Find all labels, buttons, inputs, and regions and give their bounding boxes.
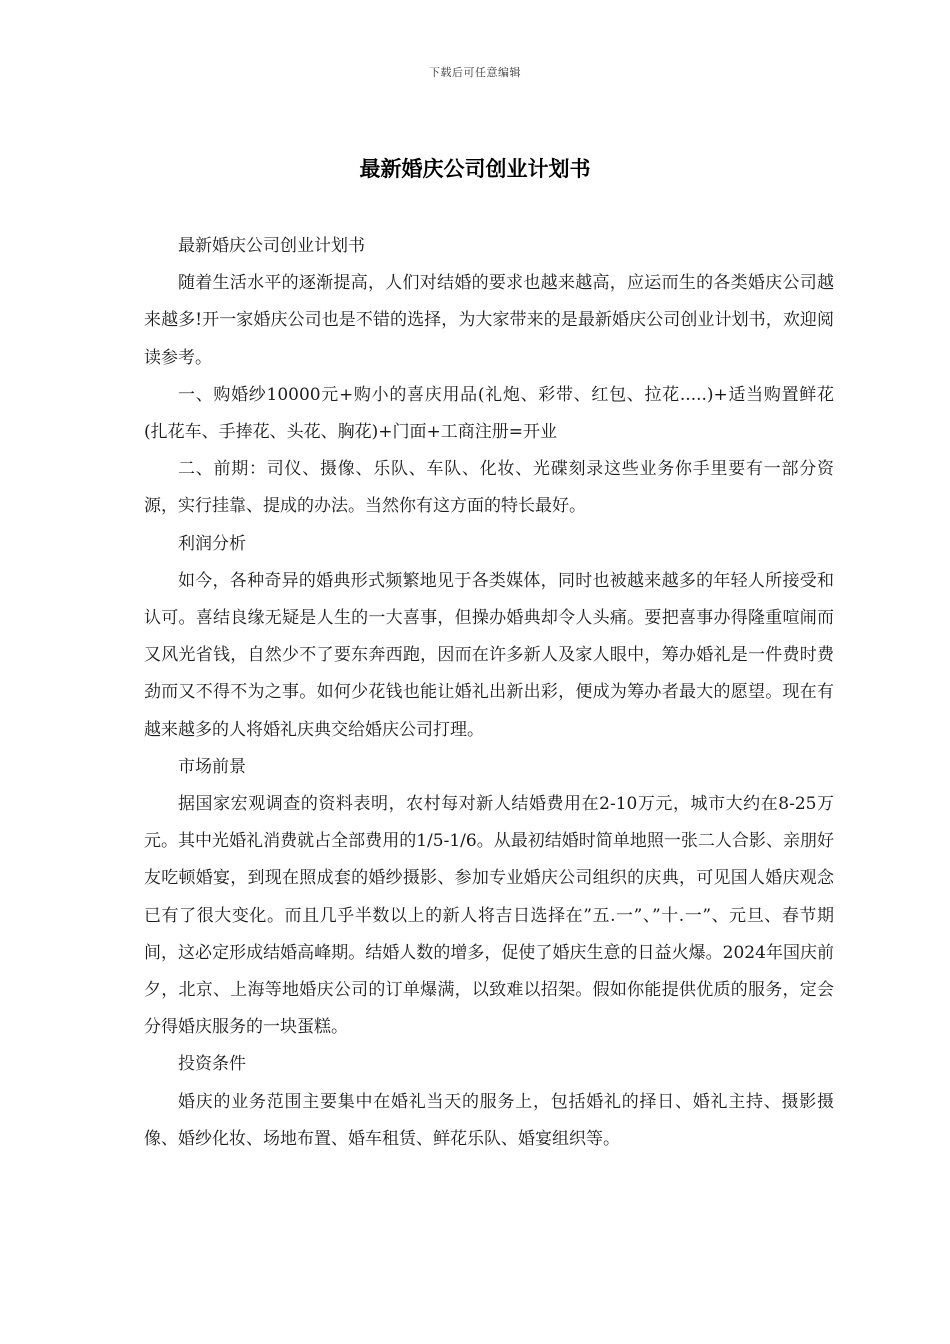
section-heading-market: 市场前景 bbox=[178, 756, 246, 777]
paragraph-investment: 婚庆的业务范围主要集中在婚礼当天的服务上，包括婚礼的择日、婚礼主持、摄影摄像、婚纱化妆、场地布置、婚车租赁、鲜花乐队、婚宴组织等。 bbox=[144, 1091, 834, 1149]
paragraph-item-two: 二、前期：司仪、摄像、乐队、车队、化妆、光碟刻录这些业务你手里要有一部分资源，实行挂靠、提成的办法。当然你有这方面的特长最好。 bbox=[144, 459, 834, 517]
document-title: 最新婚庆公司创业计划书 bbox=[359, 156, 591, 181]
paragraph-item-one: 一、购婚纱10000元+购小的喜庆用品(礼炮、彩带、红包、拉花.....)+适当购置鲜花(扎花车、手捧花、头花、胸花)+门面+工商注册=开业 bbox=[144, 384, 834, 443]
document-body bbox=[144, 228, 834, 1158]
paragraph-profit: 如今，各种奇异的婚典形式频繁地见于各类媒体，同时也被越来越多的年轻人所接受和认可。喜结良缘无疑是人生的一大喜事，但操办婚典却令人头痛。要把喜事办得隆重喧闹而又风光省钱，自然少不了要东奔西跑，因而在许多新人及家人眼中，筹办婚礼是一件费时费劲而又不得不为之事。如何少花钱也能让婚礼出新出彩，便成为筹办者最大的愿望。现在有越来越多的人将婚礼庆典交给婚庆公司打理。 bbox=[144, 570, 834, 740]
section-heading-profit: 利润分析 bbox=[178, 533, 246, 554]
paragraph-intro: 随着生活水平的逐渐提高，人们对结婚的要求也越来越高，应运而生的各类婚庆公司越来越多!开一家婚庆公司也是不错的选择，为大家带来的是最新婚庆公司创业计划书，欢迎阅读参考。 bbox=[144, 273, 834, 368]
section-heading-investment: 投资条件 bbox=[178, 1054, 246, 1075]
paragraph-subtitle: 最新婚庆公司创业计划书 bbox=[178, 236, 365, 256]
paragraph-market: 据国家宏观调查的资料表明，农村每对新人结婚费用在2-10万元，城市大约在8-25万元。其中光婚礼消费就占全部费用的1/5-1/6。从最初结婚时简单地照一张二人合影、亲朋好友吃顿婚宴，到现在照成套的婚纱摄影、参加专业婚庆公司组织的庆典，可见国人婚庆观念已有了很大变化。而且几乎半数以上的新人将吉日选择在”五.一”、”十.一”、元旦、春节期间，这必定形成结婚高峰期。结婚人数的增多，促使了婚庆生意的日益火爆。2024年国庆前夕，北京、上海等地婚庆公司的订单爆满，以致难以招架。假如你能提供优质的服务，定会分得婚庆服务的一块蛋糕。 bbox=[144, 794, 834, 1038]
page-header-note: 下载后可任意编辑 bbox=[429, 66, 521, 79]
